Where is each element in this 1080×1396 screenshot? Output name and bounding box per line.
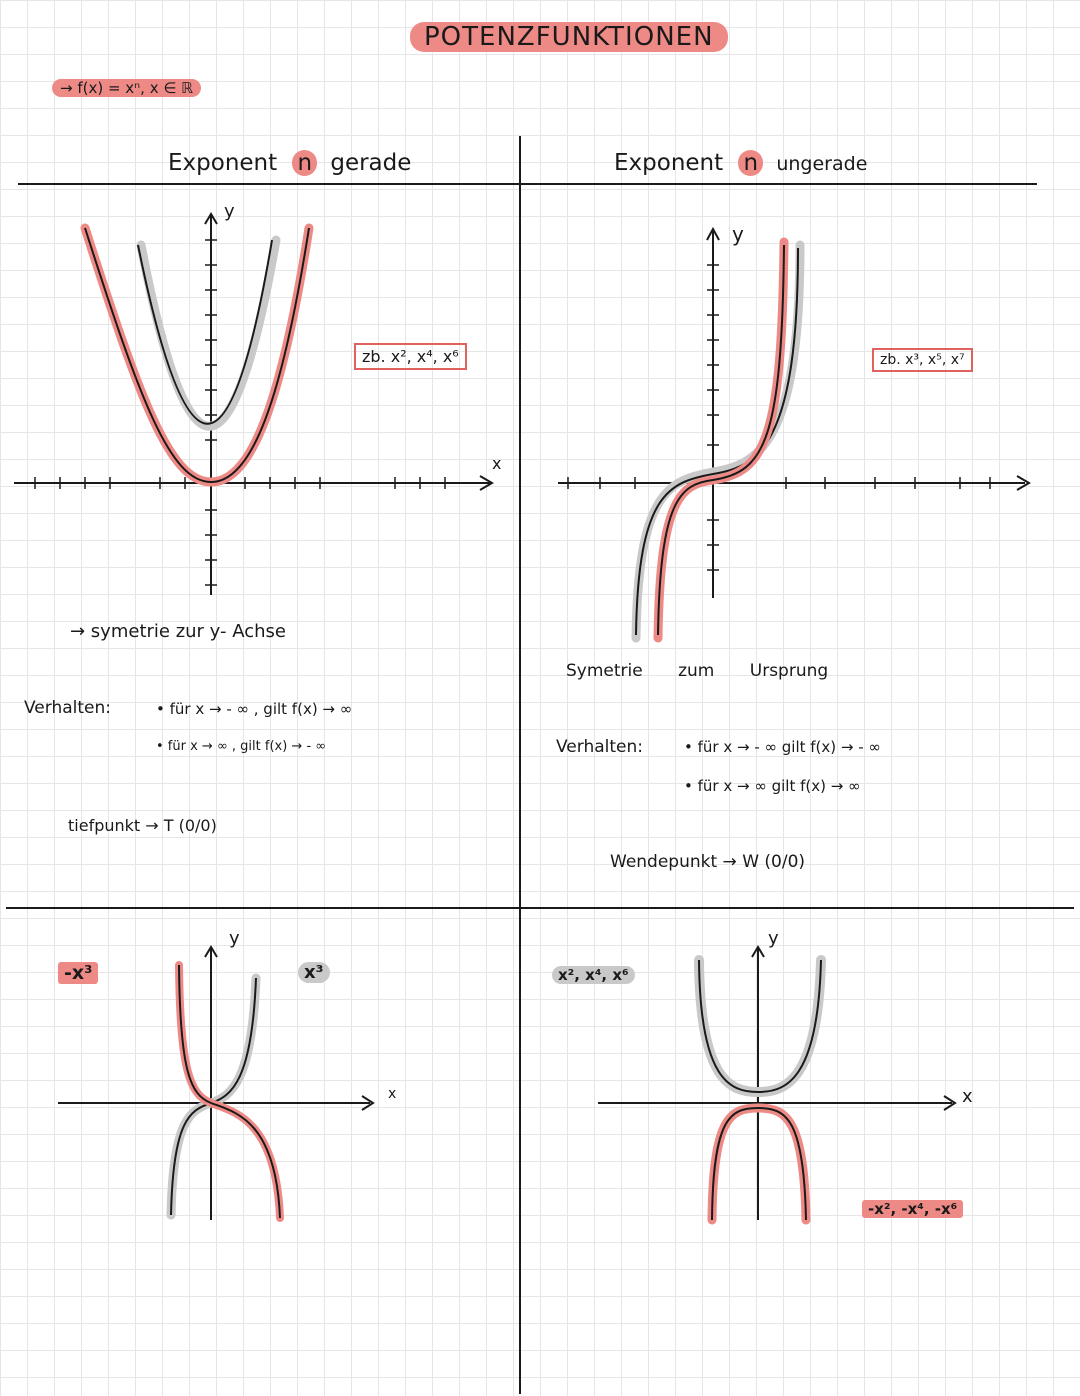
even-ticks bbox=[35, 240, 445, 585]
even-heading-suffix: gerade bbox=[330, 150, 412, 176]
odd-behaviour-label: Verhalten: bbox=[556, 737, 644, 757]
even-symmetry: → symetrie zur y- Achse bbox=[70, 621, 286, 642]
even-behaviour-2: • für x → ∞ , gilt f(x) → - ∞ bbox=[156, 739, 327, 754]
even-axis-x-label: x bbox=[492, 454, 502, 473]
odd-behaviour-2: • für x → ∞ gilt f(x) → ∞ bbox=[684, 777, 861, 795]
even-curve-x4-shadow bbox=[141, 240, 276, 426]
odd-heading bbox=[614, 150, 867, 176]
x4-curve-shadow bbox=[699, 960, 821, 1092]
label-x3: x³ bbox=[298, 962, 330, 983]
bottom-right-axes bbox=[598, 947, 955, 1220]
definition: → f(x) = xⁿ, x ∈ ℝ bbox=[52, 79, 201, 97]
odd-heading-suffix: ungerade bbox=[776, 153, 868, 175]
even-curve-x4 bbox=[138, 240, 272, 424]
odd-graph bbox=[520, 210, 1060, 650]
bottom-left-axis-y-label: y bbox=[229, 928, 240, 949]
page-title: POTENZFUNKTIONEN bbox=[410, 22, 728, 52]
odd-axes bbox=[558, 229, 1029, 598]
bottom-left-axes bbox=[58, 947, 373, 1220]
bottom-left-graph bbox=[40, 930, 440, 1230]
even-axes bbox=[14, 214, 492, 595]
odd-symmetry: Symetrie zum Ursprung bbox=[566, 661, 829, 681]
bottom-right-axis-x-label: x bbox=[962, 1086, 973, 1107]
odd-heading-rule bbox=[520, 183, 1037, 185]
even-extremum: tiefpunkt → T (0/0) bbox=[68, 816, 217, 835]
label-neg-x3: -x³ bbox=[58, 962, 98, 984]
odd-example-box: zb. x³, x⁵, x⁷ bbox=[872, 348, 973, 372]
even-heading-rule bbox=[18, 183, 520, 185]
bottom-right-graph bbox=[580, 930, 1000, 1230]
odd-inflection: Wendepunkt → W (0/0) bbox=[610, 852, 806, 872]
even-heading bbox=[168, 150, 411, 176]
bottom-right-axis-y-label: y bbox=[768, 928, 779, 949]
odd-behaviour-1: • für x → - ∞ gilt f(x) → - ∞ bbox=[684, 738, 881, 756]
label-neg-even-powers: -x², -x⁴, -x⁶ bbox=[862, 1200, 963, 1218]
odd-curve-x3 bbox=[658, 245, 784, 635]
even-heading-n: n bbox=[292, 150, 317, 176]
horizontal-divider bbox=[6, 907, 1074, 909]
even-behaviour-1: • für x → - ∞ , gilt f(x) → ∞ bbox=[156, 700, 353, 718]
even-example-box: zb. x², x⁴, x⁶ bbox=[354, 343, 467, 370]
even-behaviour-label: Verhalten: bbox=[24, 698, 112, 718]
odd-heading-n: n bbox=[738, 150, 763, 176]
odd-heading-prefix: Exponent bbox=[614, 150, 724, 176]
even-heading-prefix: Exponent bbox=[168, 150, 278, 176]
odd-axis-y-label: y bbox=[732, 222, 744, 246]
even-graph bbox=[0, 200, 520, 610]
even-axis-y-label: y bbox=[224, 201, 235, 222]
bottom-left-axis-x-label: x bbox=[388, 1086, 397, 1102]
label-even-powers: x², x⁴, x⁶ bbox=[552, 966, 635, 984]
